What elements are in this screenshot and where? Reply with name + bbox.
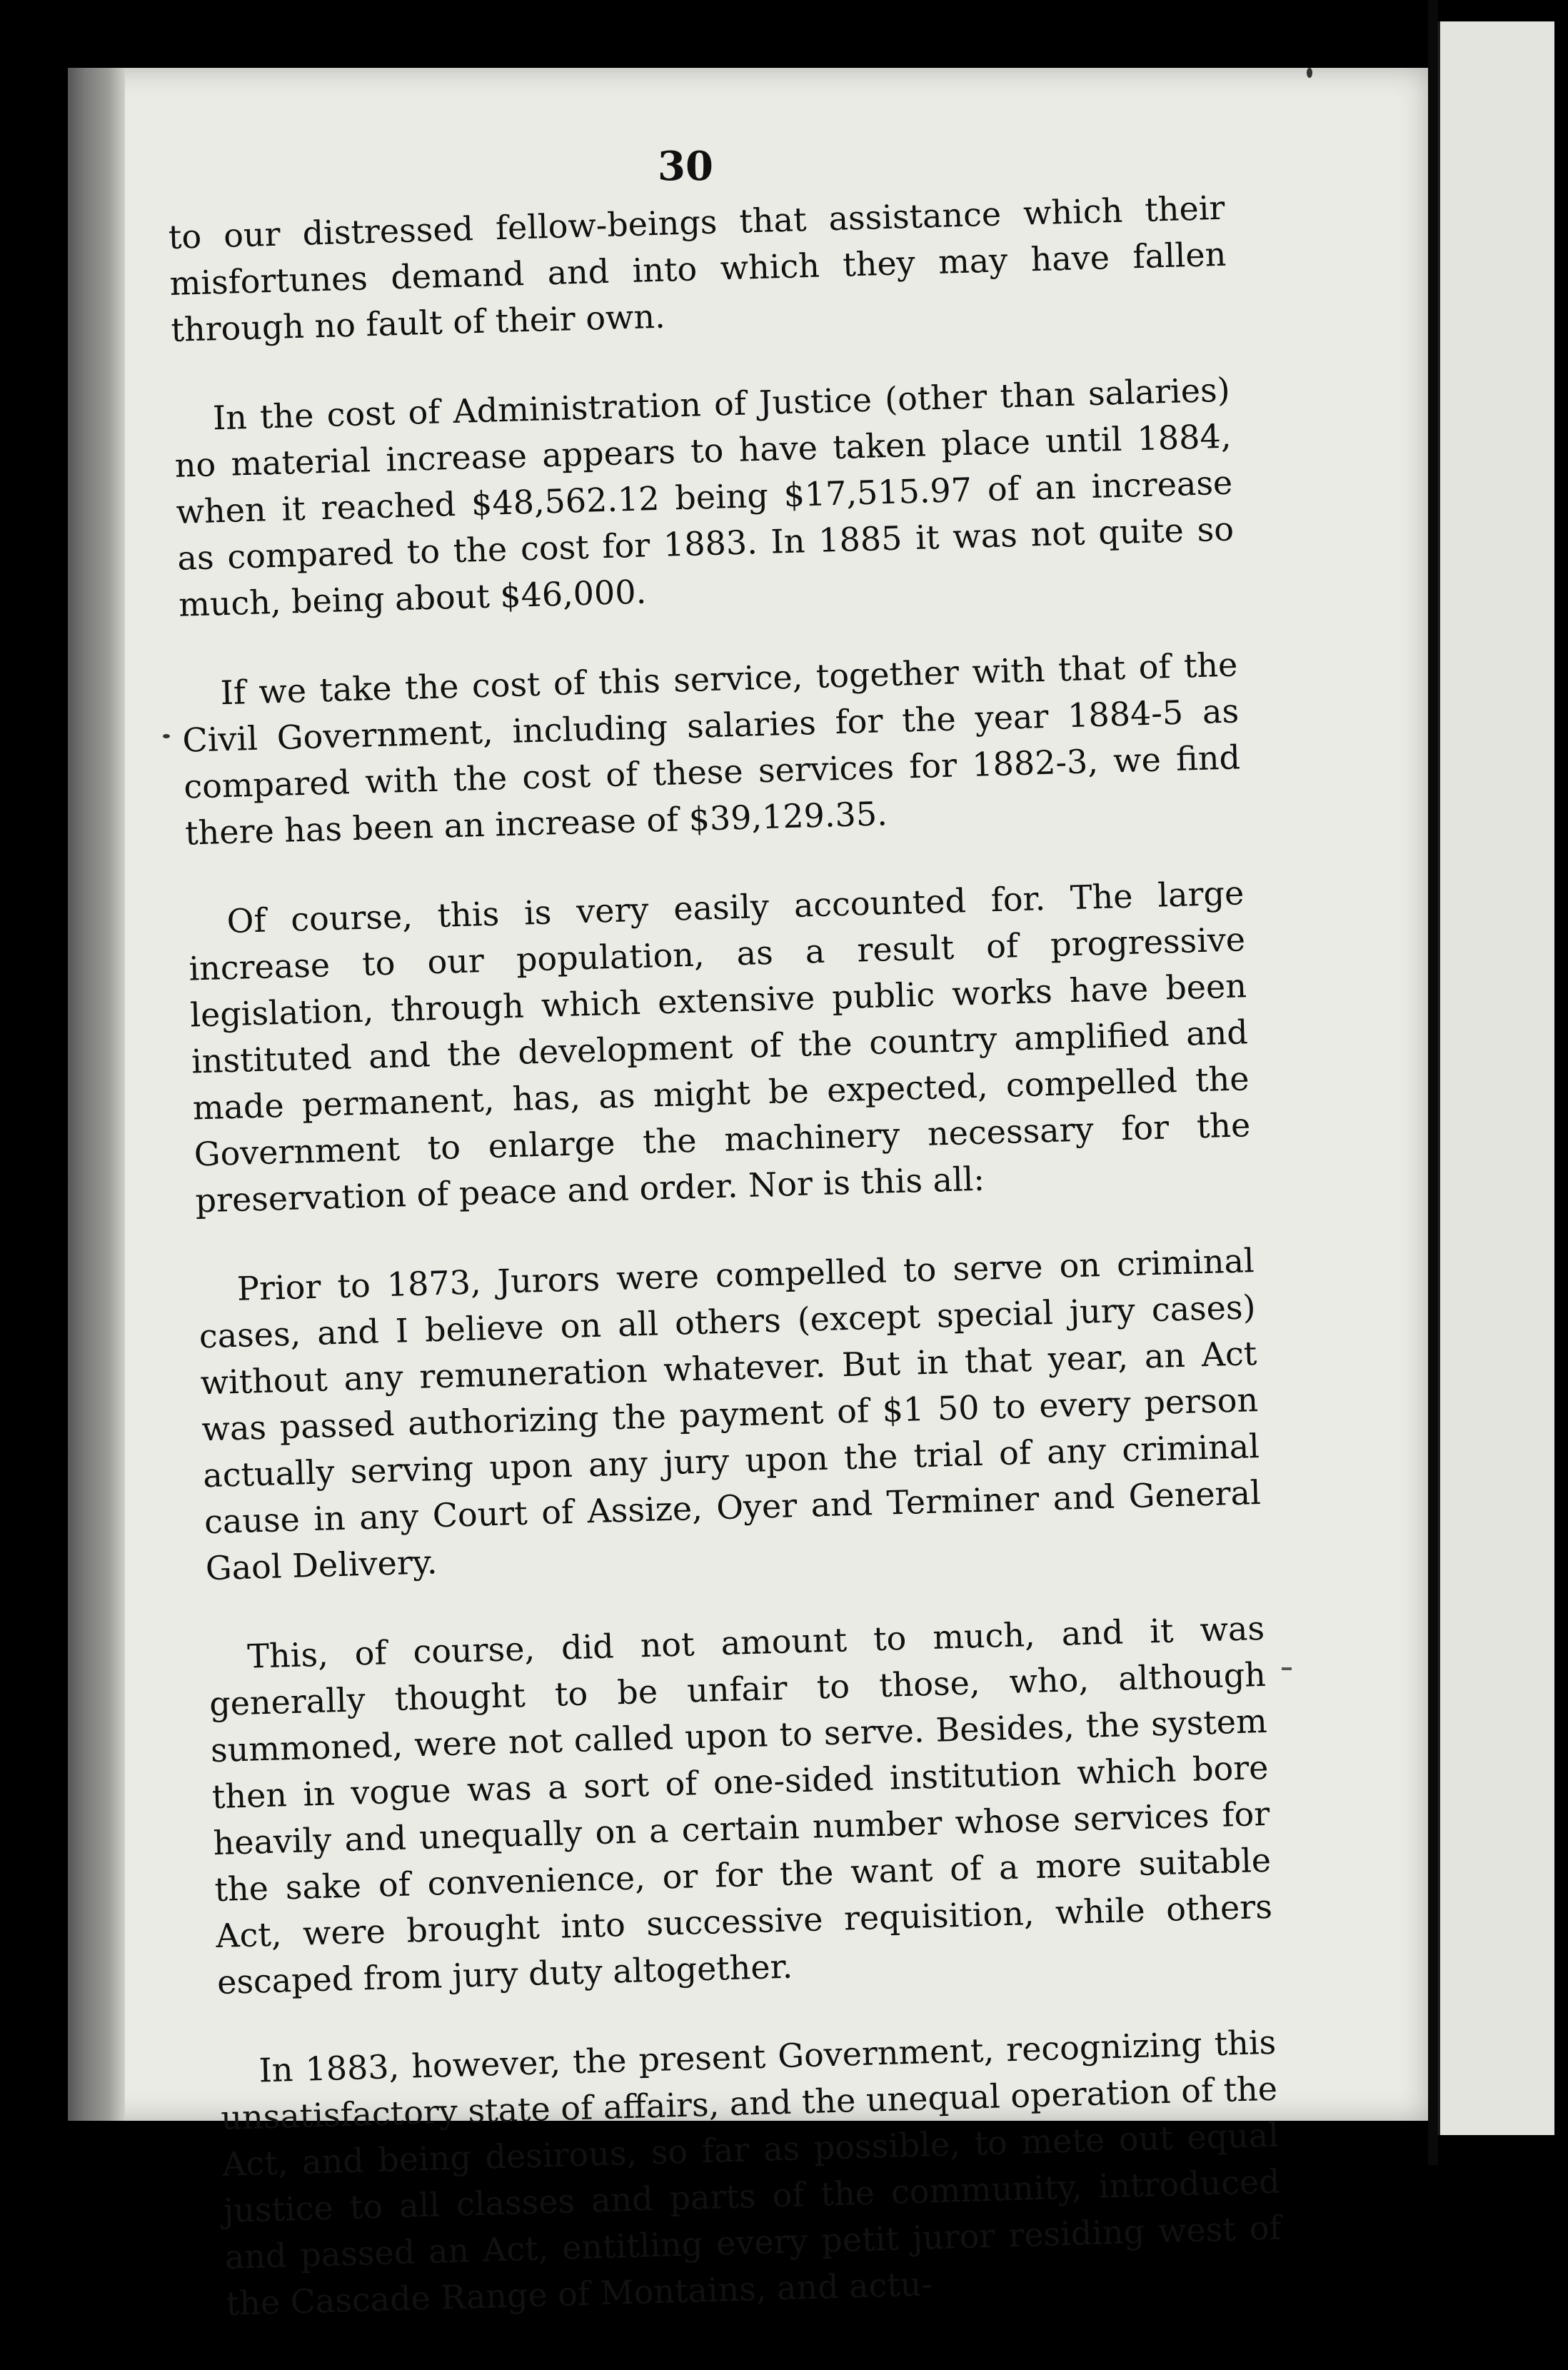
margin-speck (1307, 68, 1312, 78)
paragraph-1883-act: In 1883, however, the present Government, recognizing this unsatisfactory state of affairs, and the unequal operation of the Act, and being desirous, so far as possible, to mete out equal justice to all classes and parts of the community, introduced and passed an Act, entitling every petit juror residing west of the Cascade Range of Montains, and actu- (220, 2022, 1282, 2323)
body-text (168, 185, 1285, 2370)
page-binding-edge (68, 68, 125, 2121)
paragraph-continuation: to our distressed fellow-beings that assistance which their misfortunes demand and into which they may have fallen through no fault of their own. (168, 188, 1227, 349)
adjacent-page-edge (1438, 21, 1554, 2135)
margin-speck (1282, 1667, 1292, 1670)
paragraph-unfair-system: This, of course, did not amount to much, and it was generally thought to be unfair to those, who, although summoned, were not called upon to serve. Besides, the system then in vogue was a sort of one-sided institution which bore heavily and unequally on a certain number whose services for the sake of convenience, or for the want of a more suitable Act, were brought into successive requisition, while others escaped from jury duty altogether. (208, 1608, 1273, 2002)
margin-speck (163, 734, 170, 738)
page-number: 30 (658, 143, 713, 190)
page-gutter (1428, 0, 1438, 2165)
paragraph-civil-government: If we take the cost of this service, together with that of the Civil Government, including salaries for the year 1884-5 as compared with the cost of these services for 1882-3, we find there has been an increase of $39,129.35. (181, 645, 1241, 853)
paragraph-population-increase: Of course, this is very easily accounted for. The large increase to our population, as a result of progressive legislation, through which extensive public works have been instituted and the development of the country amplified and made permanent, has, as might be expected, compelled the Government to enlarge the machinery necessary for the preservation of peace and order. Nor is this all: (188, 873, 1251, 1220)
paragraph-jurors-1873: Prior to 1873, Jurors were compelled to serve on criminal cases, and I believe on all others (except special jury cases) without any remuneration whatever. But in that year, an Act was passed authorizing the payment of $1 50 to every person actually serving upon any jury upon the trial of any criminal cause in any Court of Assize, Oyer and Terminer and General Gaol Delivery. (198, 1241, 1262, 1588)
paragraph-administration-of-justice: In the cost of Administration of Justice (other than salaries) no material increase appears to have taken place until 1884, when it reached $48,562.12 being $17,515.97 of an increase as compared to the cost for 1883. In 1885 it was not quite so much, being about $46,000. (174, 370, 1235, 624)
